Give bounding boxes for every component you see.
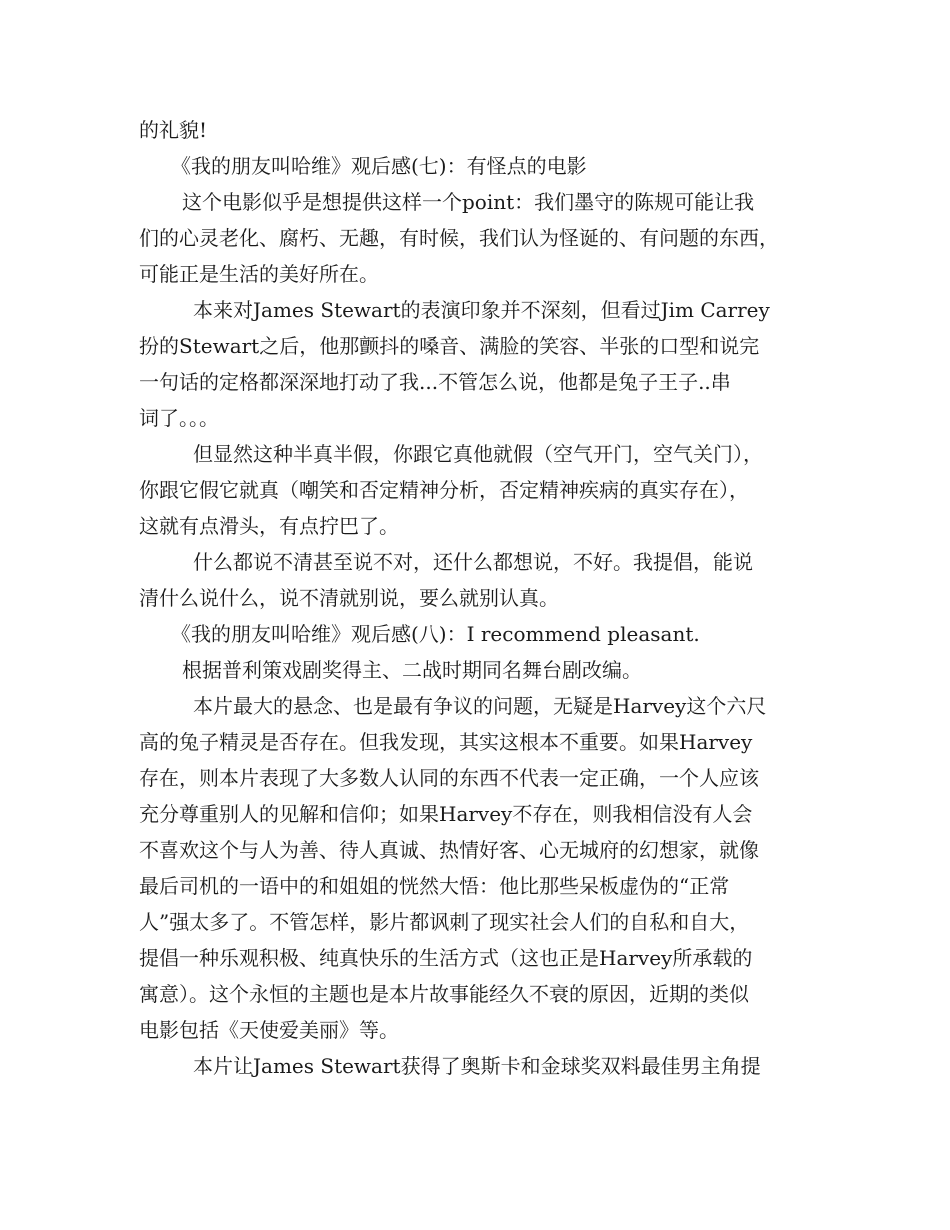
text-line: 们的心灵老化、腐朽、无趣，有时候，我们认为怪诞的、有问题的东西，	[139, 226, 779, 250]
text-line: 这就有点滑头，有点拧巴了。	[139, 514, 399, 538]
text-line: 的礼貌!	[139, 118, 208, 142]
text-line: 清什么说什么，说不清就别说，要么就别认真。	[139, 586, 559, 610]
text-line: 什么都说不清甚至说不对，还什么都想说，不好。我提倡，能说	[193, 550, 753, 574]
text-line: 可能正是生活的美好所在。	[139, 262, 379, 286]
text-line: 扮的Stewart之后，他那颤抖的嗓音、满脸的笑容、半张的口型和说完	[139, 334, 760, 358]
text-line: 提倡一种乐观积极、纯真快乐的生活方式（这也正是Harvey所承载的	[139, 946, 753, 970]
text-line: 这个电影似乎是想提供这样一个point：我们墨守的陈规可能让我	[182, 190, 755, 214]
text-line: 最后司机的一语中的和姐姐的恍然大悟：他比那些呆板虚伪的“正常	[139, 874, 730, 898]
text-line: 高的兔子精灵是否存在。但我发现，其实这根本不重要。如果Harvey	[139, 730, 753, 754]
text-line: 本片最大的悬念、也是最有争议的问题，无疑是Harvey这个六尺	[193, 694, 767, 718]
text-line: 一句话的定格都深深地打动了我...不管怎么说，他都是兔子王子..串	[139, 370, 731, 394]
text-line: 存在，则本片表现了大多数人认同的东西不代表一定正确，一个人应该	[139, 766, 759, 790]
text-line: 根据普利策戏剧奖得主、二战时期同名舞台剧改编。	[182, 658, 642, 682]
text-line: 但显然这种半真半假，你跟它真他就假（空气开门，空气关门），	[193, 442, 763, 466]
text-line: 不喜欢这个与人为善、待人真诚、热情好客、心无城府的幻想家，就像	[139, 838, 759, 862]
text-line: 你跟它假它就真（嘲笑和否定精神分析，否定精神疾病的真实存在），	[139, 478, 749, 502]
text-line: 寓意）。这个永恒的主题也是本片故事能经久不衰的原因，近期的类似	[139, 982, 749, 1006]
text-line: 人”强太多了。不管怎样，影片都讽刺了现实社会人们的自私和自大，	[139, 910, 750, 934]
text-line: 本来对James Stewart的表演印象并不深刻，但看过Jim Carrey	[193, 298, 770, 322]
text-line: 充分尊重别人的见解和信仰；如果Harvey不存在，则我相信没有人会	[139, 802, 753, 826]
text-line: 本片让James Stewart获得了奥斯卡和金球奖双料最佳男主角提	[193, 1054, 761, 1078]
section-heading-7: 《我的朋友叫哈维》观后感(七)：有怪点的电影	[171, 154, 587, 178]
text-line: 词了。。。	[139, 406, 219, 430]
section-heading-8: 《我的朋友叫哈维》观后感(八)：I recommend pleasant.	[171, 622, 700, 646]
document-body	[139, 112, 819, 1084]
text-line: 电影包括《天使爱美丽》等。	[139, 1018, 399, 1042]
